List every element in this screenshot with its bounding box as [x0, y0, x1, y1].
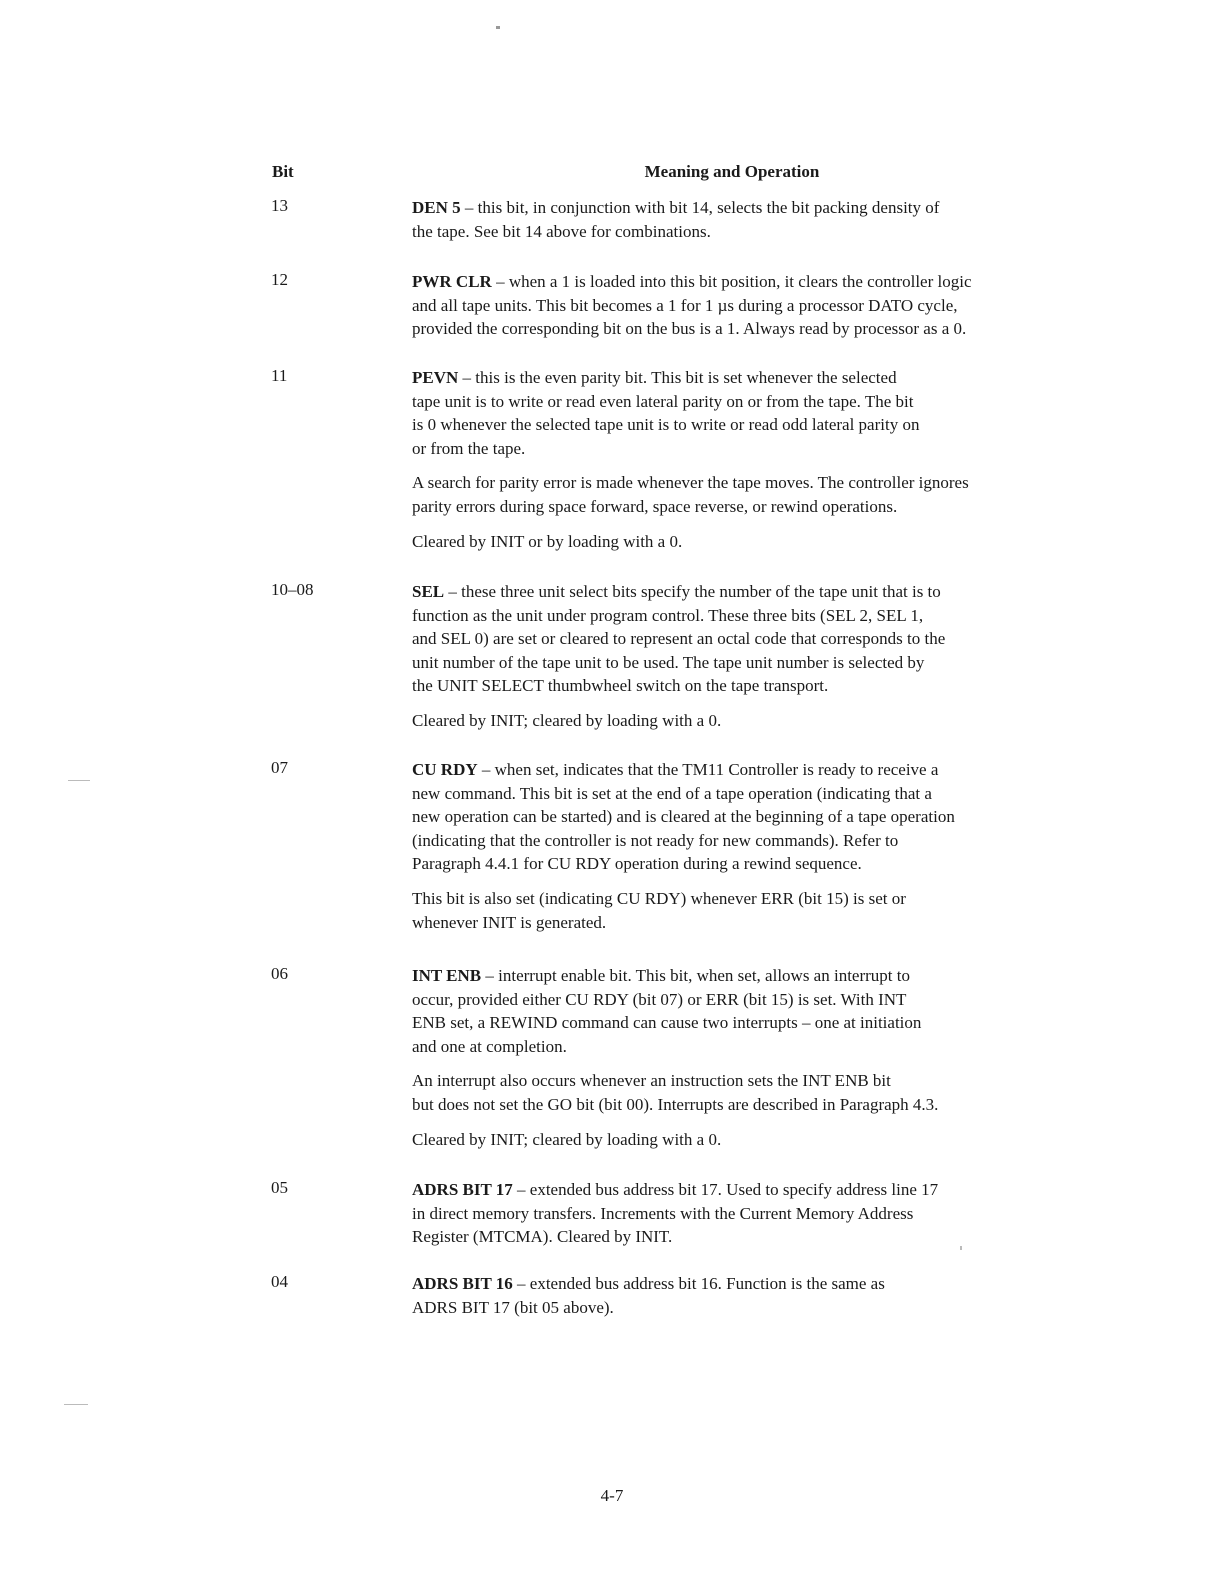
field-mnemonic: SEL: [412, 582, 445, 601]
text-line: [412, 627, 1072, 651]
text-line: [412, 1202, 1072, 1226]
text-line: [412, 1035, 1072, 1059]
description-paragraph: [412, 580, 1072, 698]
description-paragraph: [412, 1128, 1072, 1152]
text-line: [412, 674, 1072, 698]
line-text: new command. This bit is set at the end of a tape operation (indicating that a: [412, 783, 932, 803]
description-paragraph: [412, 196, 1072, 243]
line-text: the tape. See bit 14 above for combinations.: [412, 221, 711, 241]
description-paragraph: [412, 270, 1072, 341]
scan-speck: [960, 1246, 962, 1250]
bit-number: 04: [271, 1272, 288, 1291]
text-line: [412, 317, 1072, 341]
text-line: [412, 1069, 1072, 1093]
bit-description: [412, 196, 1072, 254]
description-paragraph: [412, 1069, 1072, 1116]
text-line: [412, 782, 1072, 806]
line-text: Register (MTCMA). Cleared by INIT.: [412, 1227, 673, 1247]
text-line: [412, 709, 1072, 733]
text-line: [412, 471, 1072, 495]
text-line: [412, 1178, 1072, 1202]
text-line: [412, 1272, 1072, 1296]
line-text: provided the corresponding bit on the bus is a 1. Always read by processor as a 0.: [412, 319, 967, 339]
line-text: whenever INIT is generated.: [412, 912, 607, 932]
field-mnemonic: PWR CLR: [412, 272, 492, 291]
text-line: [412, 651, 1072, 675]
description-paragraph: [412, 1272, 1072, 1319]
line-text: – this is the even parity bit. This bit is set whenever the selected: [458, 368, 897, 387]
bit-number: 12: [271, 270, 288, 289]
bit-number: 11: [271, 366, 288, 385]
text-line: [412, 366, 1072, 390]
bit-number: 06: [271, 964, 288, 983]
text-line: [412, 964, 1072, 988]
line-text: is 0 whenever the selected tape unit is to write or read odd lateral parity on: [412, 415, 920, 435]
bit-description: [412, 1178, 1072, 1260]
bit-number: 13: [271, 196, 288, 215]
bit-number: 07: [271, 758, 288, 777]
line-text: or from the tape.: [412, 438, 526, 458]
line-text: – these three unit select bits specify the number of the tape unit that is to: [444, 582, 941, 601]
text-line: [412, 390, 1072, 414]
bit-description: [412, 270, 1072, 352]
bit-number: 05: [271, 1178, 288, 1197]
line-text: Cleared by INIT; cleared by loading with a 0.: [412, 1129, 722, 1149]
line-text: An interrupt also occurs whenever an instruction sets the INT ENB bit: [412, 1071, 891, 1091]
description-paragraph: [412, 758, 1072, 876]
text-line: [412, 1225, 1072, 1249]
text-line: [412, 196, 1072, 220]
bit-description: [412, 1272, 1072, 1330]
text-line: [412, 758, 1072, 782]
description-paragraph: [412, 471, 1072, 518]
line-text: Cleared by INIT; cleared by loading with a 0.: [412, 710, 722, 730]
field-mnemonic: ADRS BIT 16: [412, 1274, 513, 1293]
field-mnemonic: PEVN: [412, 368, 459, 387]
text-line: [412, 1296, 1072, 1320]
bit-description: [412, 366, 1072, 564]
field-mnemonic: ADRS BIT 17: [412, 1180, 513, 1199]
bit-description: [412, 964, 1072, 1162]
text-line: [412, 852, 1072, 876]
description-paragraph: [412, 530, 1072, 554]
line-text: (indicating that the controller is not ready for new commands). Refer to: [412, 830, 899, 850]
text-line: [412, 1128, 1072, 1152]
text-line: [412, 294, 1072, 318]
text-line: [412, 495, 1072, 519]
text-line: [412, 530, 1072, 554]
bit-description: [412, 758, 1072, 945]
bit-column-header: Bit: [272, 162, 294, 181]
text-line: [412, 437, 1072, 461]
text-line: [412, 805, 1072, 829]
line-text: – when set, indicates that the TM11 Controller is ready to receive a: [477, 760, 939, 779]
text-line: [412, 829, 1072, 853]
line-text: in direct memory transfers. Increments with the Current Memory Address: [412, 1203, 914, 1223]
text-line: [412, 988, 1072, 1012]
line-text: Cleared by INIT or by loading with a 0.: [412, 531, 683, 551]
line-text: and one at completion.: [412, 1036, 567, 1056]
line-text: ADRS BIT 17 (bit 05 above).: [412, 1297, 614, 1317]
line-text: function as the unit under program control. These three bits (SEL 2, SEL 1,: [412, 605, 924, 625]
line-text: ENB set, a REWIND command can cause two interrupts – one at initiation: [412, 1013, 922, 1033]
field-mnemonic: DEN 5: [412, 198, 461, 217]
line-text: – extended bus address bit 17. Used to specify address line 17: [512, 1180, 939, 1199]
text-line: [412, 413, 1072, 437]
text-line: [412, 1093, 1072, 1117]
text-line: [412, 580, 1072, 604]
text-line: [412, 1011, 1072, 1035]
scan-speck: [496, 26, 500, 29]
bit-description: [412, 580, 1072, 744]
description-paragraph: [412, 709, 1072, 733]
line-text: A search for parity error is made whenever the tape moves. The controller ignores: [412, 473, 969, 493]
text-line: [412, 911, 1072, 935]
text-line: [412, 270, 1072, 294]
description-paragraph: [412, 366, 1072, 460]
text-line: [412, 604, 1072, 628]
line-text: tape unit is to write or read even lateral parity on or from the tape. The bit: [412, 391, 914, 411]
line-text: parity errors during space forward, space reverse, or rewind operations.: [412, 496, 898, 516]
line-text: and all tape units. This bit becomes a 1 for 1 µs during a processor DATO cycle,: [412, 295, 958, 315]
line-text: – when a 1 is loaded into this bit position, it clears the controller logic: [491, 272, 972, 291]
line-text: but does not set the GO bit (bit 00). Interrupts are described in Paragraph 4.3.: [412, 1094, 939, 1114]
description-paragraph: [412, 887, 1072, 934]
text-line: [412, 887, 1072, 911]
line-text: – interrupt enable bit. This bit, when set, allows an interrupt to: [481, 966, 910, 985]
description-paragraph: [412, 964, 1072, 1058]
description-paragraph: [412, 1178, 1072, 1249]
line-text: This bit is also set (indicating CU RDY) whenever ERR (bit 15) is set or: [412, 888, 906, 908]
line-text: and SEL 0) are set or cleared to represent an octal code that corresponds to the: [412, 629, 946, 649]
field-mnemonic: INT ENB: [412, 966, 482, 985]
line-text: Paragraph 4.4.1 for CU RDY operation during a rewind sequence.: [412, 854, 862, 874]
line-text: – this bit, in conjunction with bit 14, selects the bit packing density of: [460, 198, 940, 217]
page-number: 4-7: [600, 1486, 624, 1505]
scan-speck: [68, 780, 90, 781]
scan-speck: [64, 1404, 88, 1405]
line-text: new operation can be started) and is cleared at the beginning of a tape operation: [412, 807, 955, 827]
text-line: [412, 220, 1072, 244]
line-text: unit number of the tape unit to be used. The tape unit number is selected by: [412, 652, 925, 672]
field-mnemonic: CU RDY: [412, 760, 478, 779]
bit-number: 10–08: [271, 580, 314, 599]
meaning-column-header: Meaning and Operation: [644, 162, 820, 181]
line-text: – extended bus address bit 16. Function is the same as: [512, 1274, 885, 1293]
line-text: occur, provided either CU RDY (bit 07) or ERR (bit 15) is set. With INT: [412, 989, 907, 1009]
line-text: the UNIT SELECT thumbwheel switch on the tape transport.: [412, 676, 829, 696]
